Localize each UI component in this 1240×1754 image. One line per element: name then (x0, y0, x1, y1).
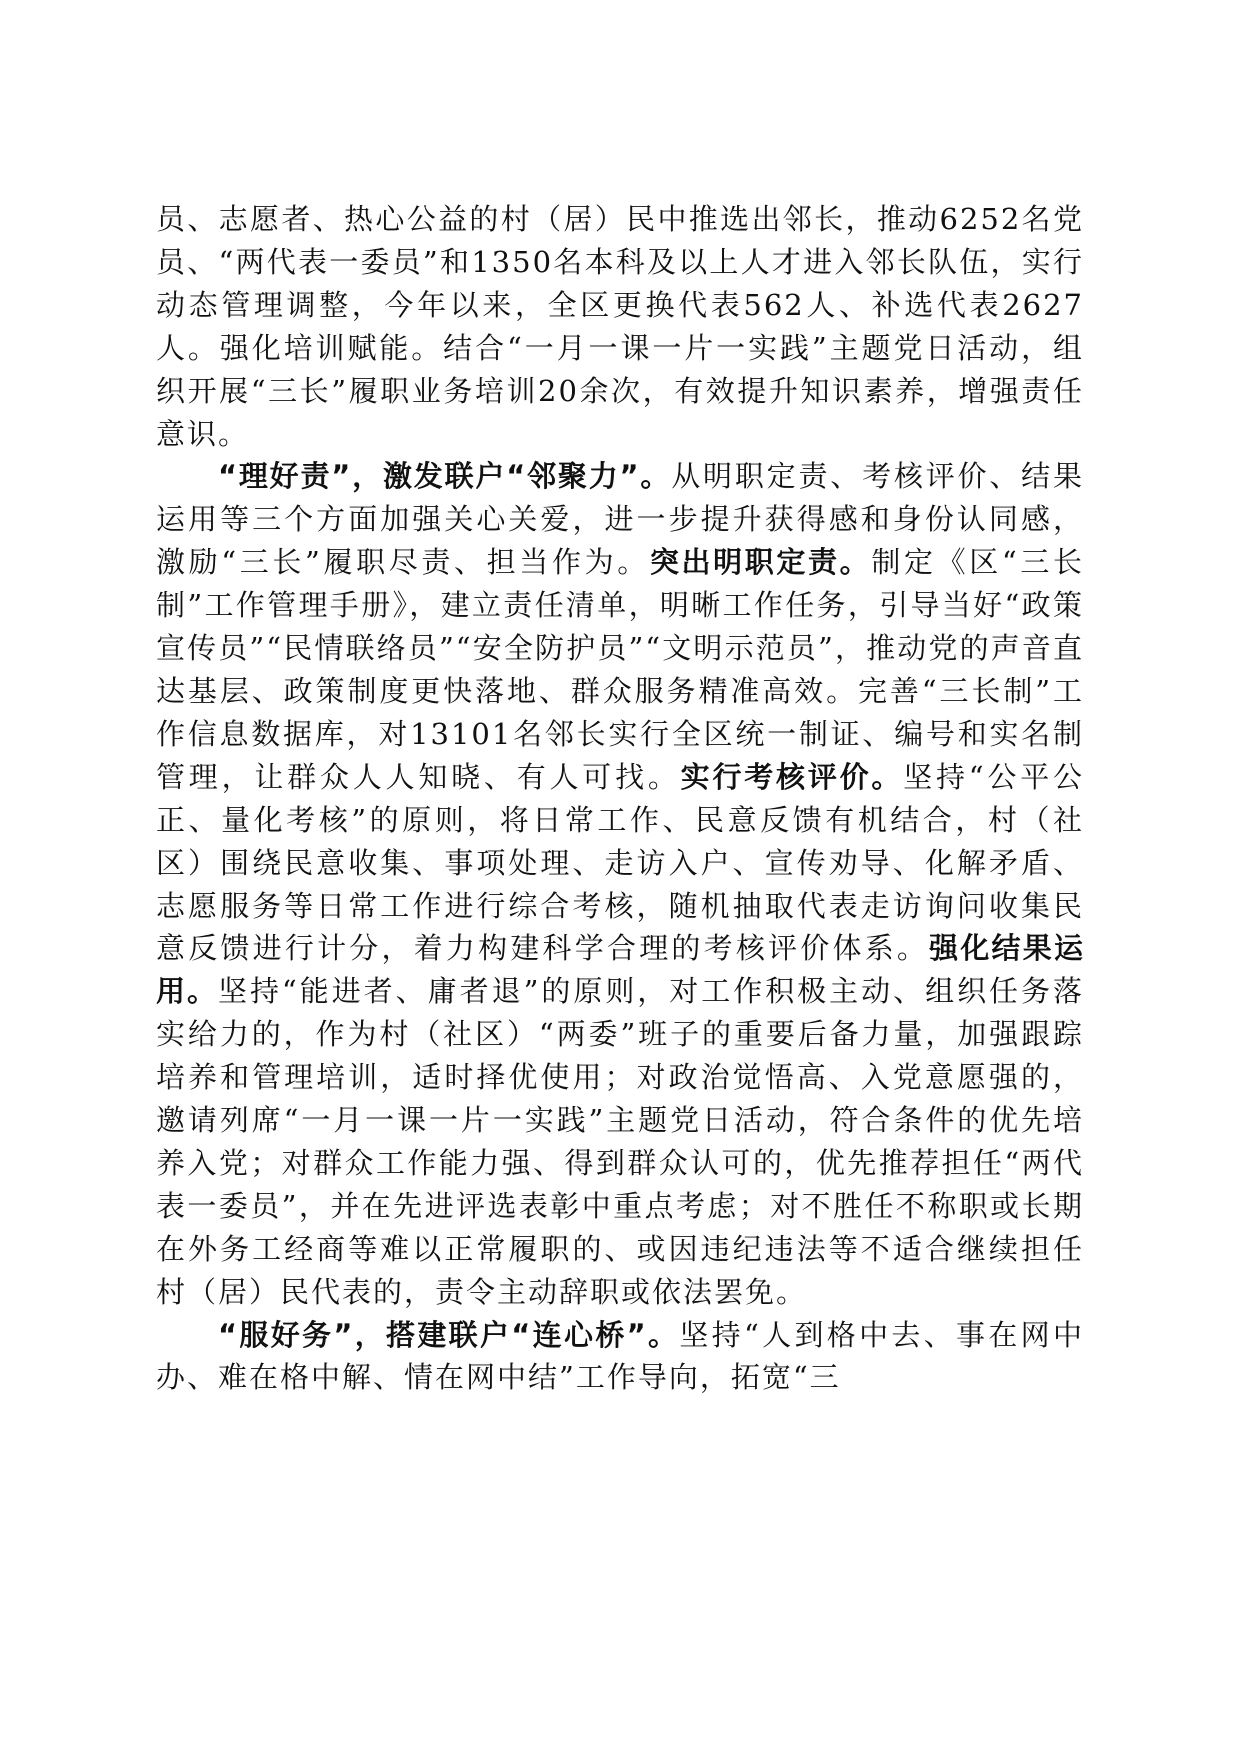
subheading-results: 强化结果运用。 (156, 931, 1084, 1009)
paragraph-text: 坚持“人到格中去、事在网中办、难在格中解、情在网中结”工作导向，拓宽“三 (156, 1317, 1084, 1395)
paragraph-responsibility (156, 455, 1084, 1313)
subheading-assessment: 实行考核评价。 (680, 759, 904, 794)
section-heading-responsibility: “理好责”，激发联户“邻聚力”。 (218, 459, 672, 494)
paragraph-text: 坚持“公平公正、量化考核”的原则，将日常工作、民意反馈有机结合，村（社区）围绕民意收集、事项处理、走访入户、宣传劝导、化解矛盾、志愿服务等日常工作进行综合考核，随机抽取代表走访询问收集民意反馈进行计分，着力构建科学合理的考核评价体系。 (156, 759, 1084, 966)
document-body (156, 198, 1084, 1399)
paragraph-text: 从明职定责、考核评价、结果运用等三个方面加强关心关爱，进一步提升获得感和身份认同感，激励“三长”履职尽责、担当作为。 (156, 459, 1084, 580)
paragraph-continuation (156, 198, 1084, 455)
section-heading-service: “服好务”，搭建联户“连心桥”。 (218, 1317, 680, 1352)
paragraph-text: 坚持“能进者、庸者退”的原则，对工作积极主动、组织任务落实给力的，作为村（社区）“两委”班子的重要后备力量，加强跟踪培养和管理培训，适时择优使用；对政治觉悟高、入党意愿强的，邀请列席“一月一课一片一实践”主题党日活动，符合条件的优先培养入党；对群众工作能力强、得到群众认可的，优先推荐担任“两代表一委员”，并在先进评选表彰中重点考虑；对不胜任不称职或长期在外务工经商等难以正常履职的、或因违纪违法等不适合继续担任村（居）民代表的，责令主动辞职或依法罢免。 (156, 974, 1084, 1309)
paragraph-service (156, 1314, 1084, 1400)
subheading-duties: 突出明职定责。 (649, 545, 872, 580)
paragraph-text: 员、志愿者、热心公益的村（居）民中推选出邻长，推动6252名党员、“两代表一委员”和1350名本科及以上人才进入邻长队伍，实行动态管理调整，今年以来，全区更换代表562人、补选代表2627人。强化培训赋能。结合“一月一课一片一实践”主题党日活动，组织开展“三长”履职业务培训20余次，有效提升知识素养，增强责任意识。 (156, 202, 1084, 451)
paragraph-text: 制定《区“三长制”工作管理手册》，建立责任清单，明晰工作任务，引导当好“政策宣传员”“民情联络员”“安全防护员”“文明示范员”，推动党的声音直达基层、政策制度更快落地、群众服务精准高效。完善“三长制”工作信息数据库，对13101名邻长实行全区统一制证、编号和实名制管理，让群众人人知晓、有人可找。 (156, 545, 1084, 794)
